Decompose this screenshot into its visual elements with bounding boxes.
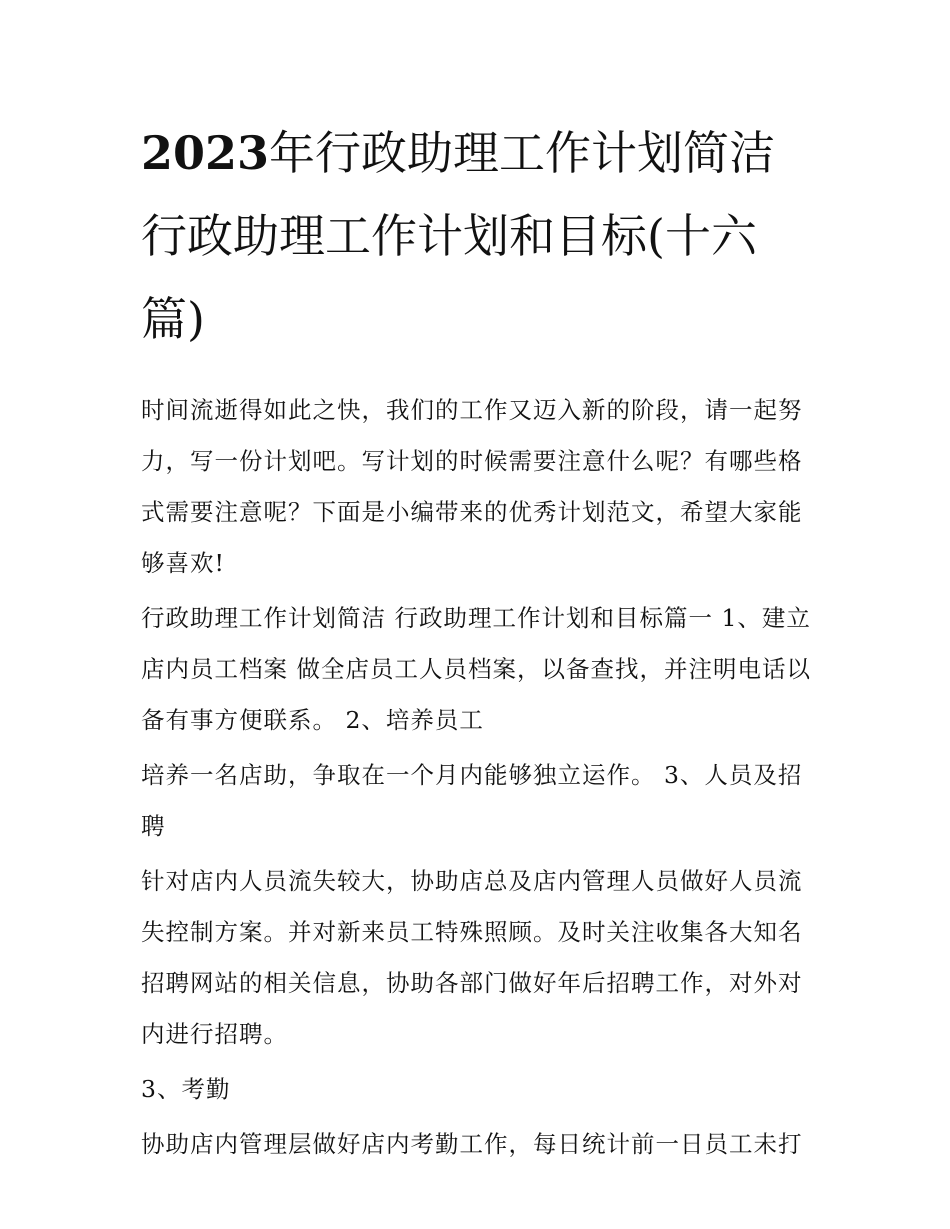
attendance-heading: 3、考勤 bbox=[141, 1075, 231, 1103]
document-title bbox=[141, 112, 813, 361]
training-paragraph: 培养一名店助，争取在一个月内能够独立运作。 3、人员及招聘 bbox=[141, 761, 803, 840]
attendance-paragraph: 协助店内管理层做好店内考勤工作，每日统计前一日员工未打 bbox=[141, 1130, 803, 1158]
intro-paragraph: 时间流逝得如此之快，我们的工作又迈入新的阶段，请一起努力，写一份计划吧。写计划的时候需要注意什么呢？有哪些格式需要注意呢？下面是小编带来的优秀计划范文，希望大家能够喜欢! bbox=[141, 396, 803, 577]
document-body bbox=[141, 385, 813, 1170]
recruitment-paragraph: 针对店内人员流失较大，协助店总及店内管理人员做好人员流失控制方案。并对新来员工特殊照顾。及时关注收集各大知名招聘网站的相关信息，协助各部门做好年后招聘工作，对外对内进行招聘。 bbox=[141, 867, 803, 1048]
document-page bbox=[141, 112, 813, 1174]
title-year: 2023 bbox=[141, 126, 270, 180]
section-one-paragraph: 行政助理工作计划简洁 行政助理工作计划和目标篇一 1、建立店内员工档案 做全店员工人员档案，以备查找，并注明电话以备有事方便联系。 2、培养员工 bbox=[141, 604, 811, 734]
title-text: 年行政助理工作计划简洁行政助理工作计划和目标(十六篇) bbox=[141, 126, 776, 346]
